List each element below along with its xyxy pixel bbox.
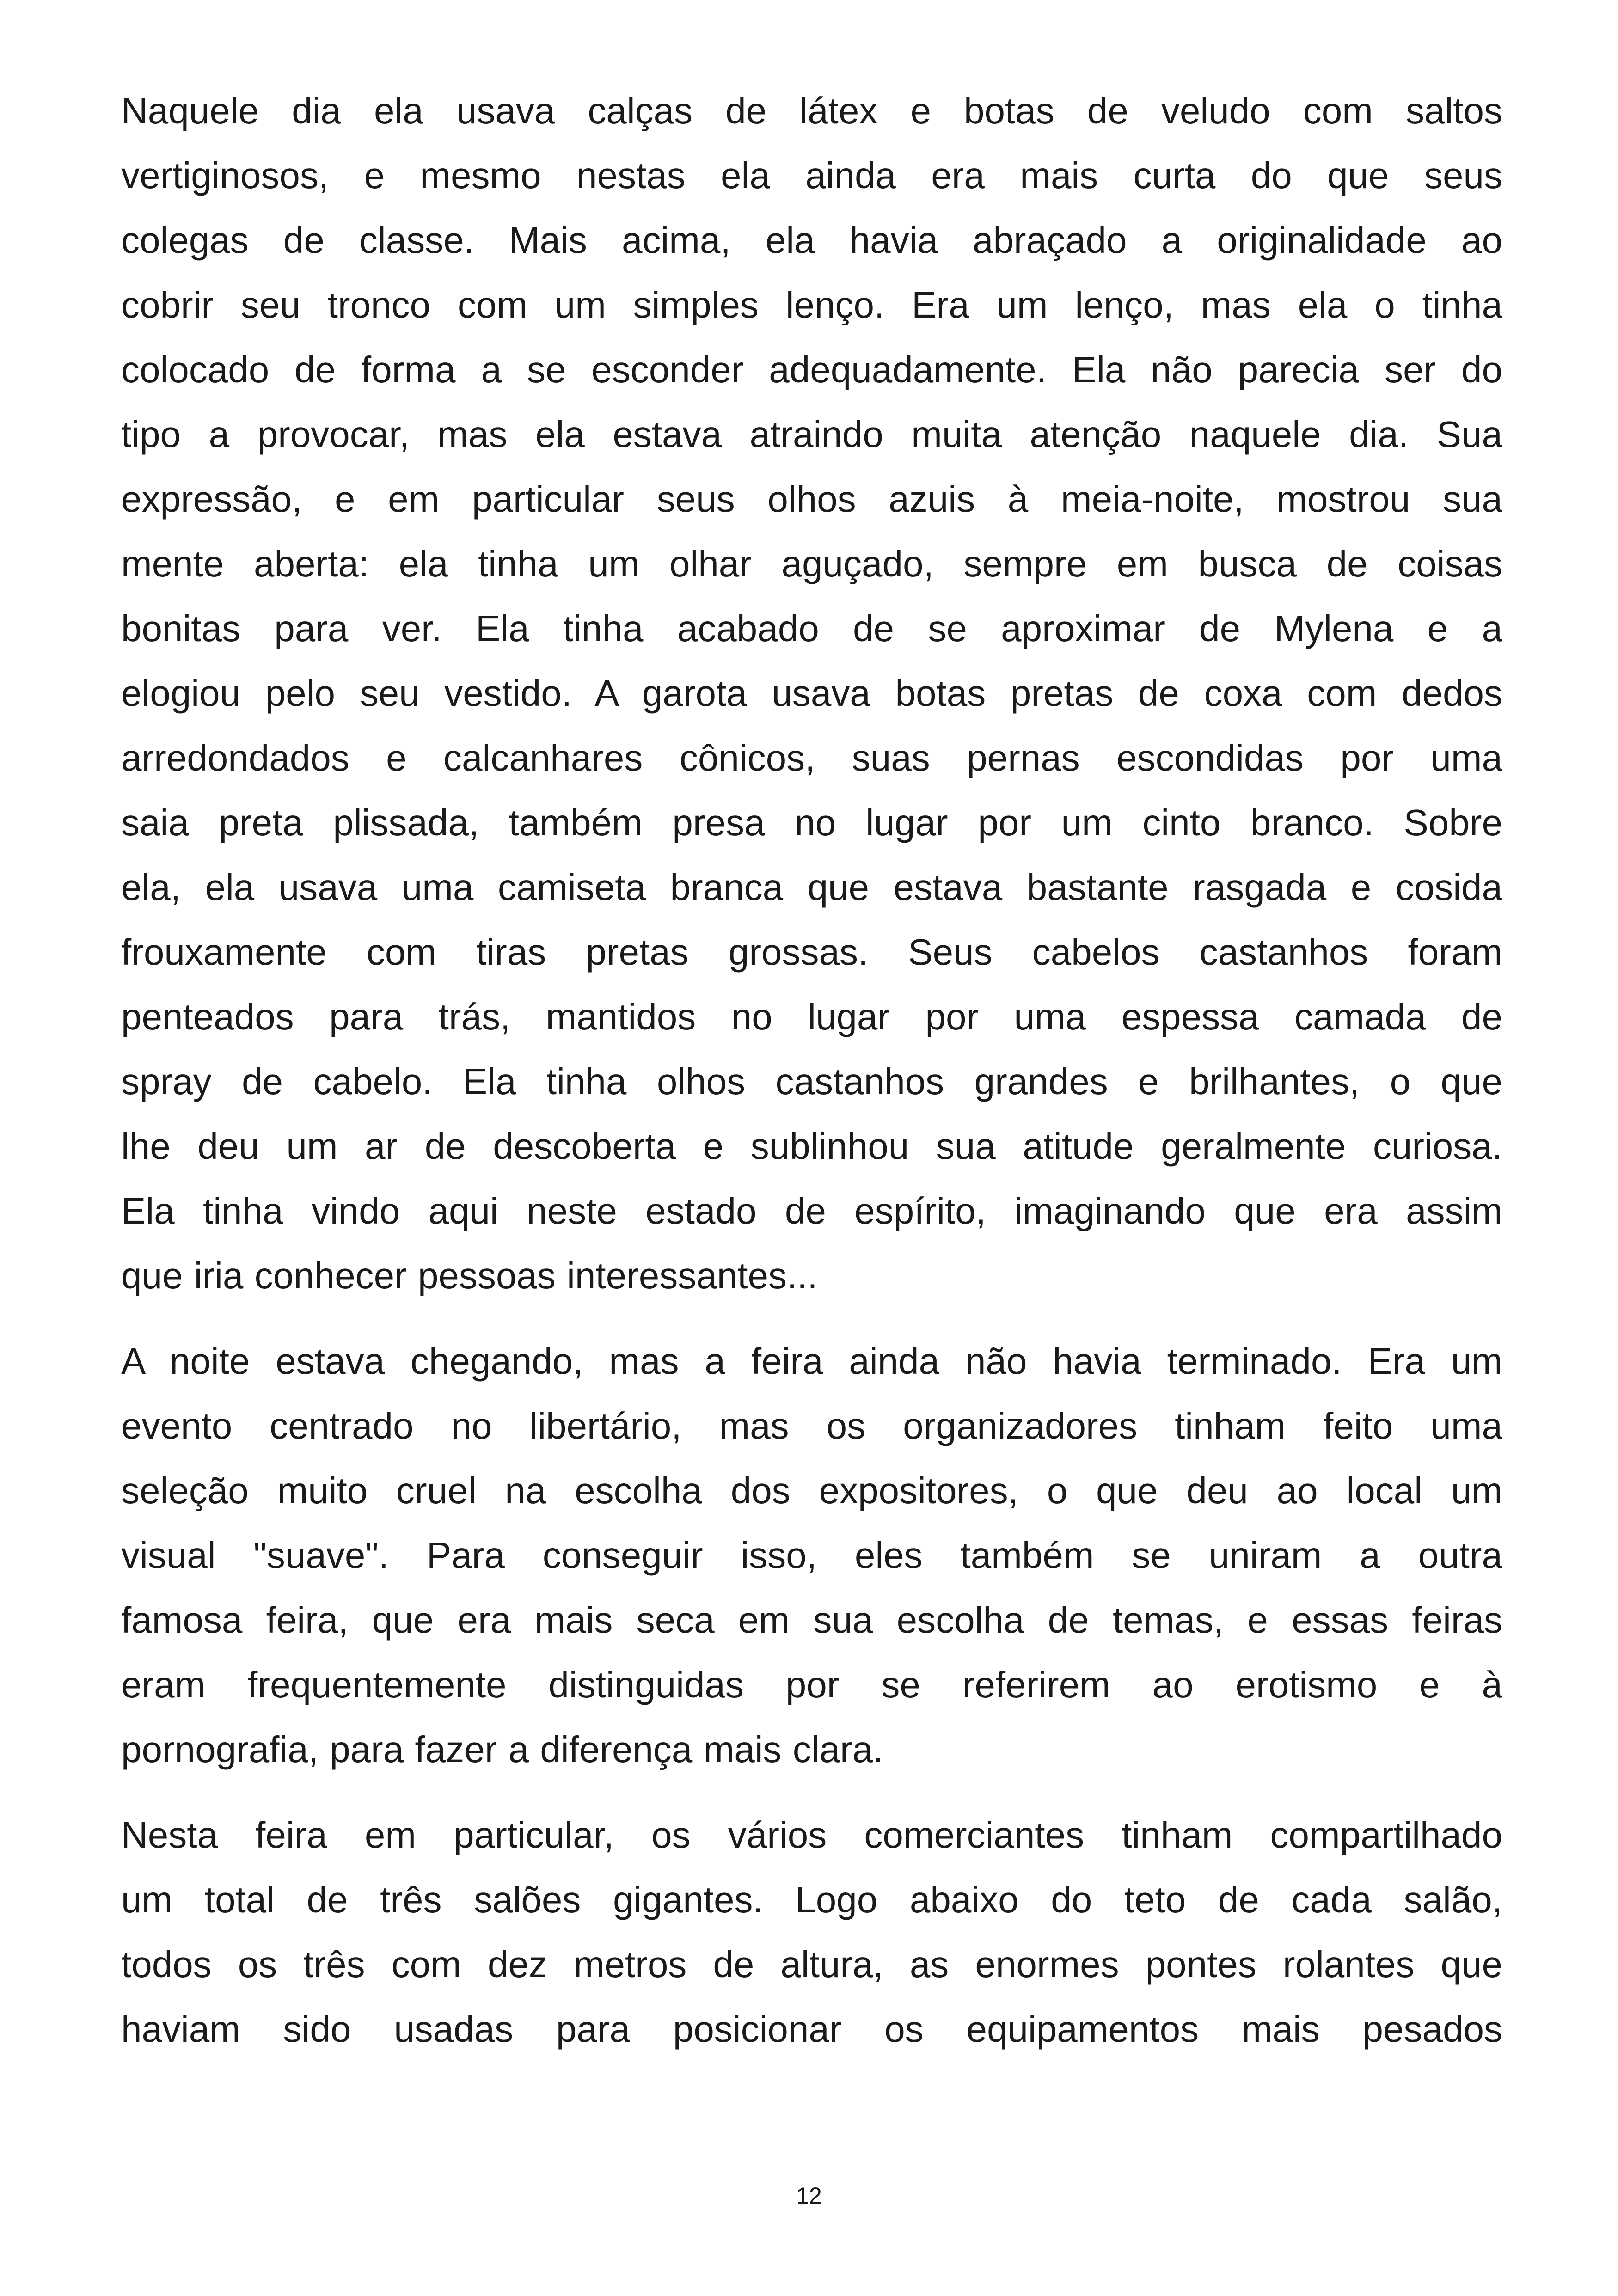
text-line: vertiginosos, e mesmo nestas ela ainda era mais curta do que seus xyxy=(121,155,1502,196)
text-line: penteados para trás, mantidos no lugar por uma espessa camada de xyxy=(121,996,1502,1037)
text-line: que iria conhecer pessoas interessantes... xyxy=(121,1255,818,1296)
text-line: colocado de forma a se esconder adequadamente. Ela não parecia ser do xyxy=(121,349,1502,390)
text-line: saia preta plissada, também presa no lugar por um cinto branco. Sobre xyxy=(121,802,1502,843)
text-line: frouxamente com tiras pretas grossas. Seus cabelos castanhos foram xyxy=(121,931,1502,973)
text-line: A noite estava chegando, mas a feira ainda não havia terminado. Era um xyxy=(121,1341,1502,1382)
text-line: visual "suave". Para conseguir isso, eles também se uniram a outra xyxy=(121,1535,1502,1576)
paragraph-2 xyxy=(121,1329,1502,1782)
text-line: todos os três com dez metros de altura, as enormes pontes rolantes que xyxy=(121,1944,1502,1985)
text-line: eram frequentemente distinguidas por se referirem ao erotismo e à xyxy=(121,1664,1502,1705)
text-line: elogiou pelo seu vestido. A garota usava botas pretas de coxa com dedos xyxy=(121,673,1502,714)
text-line: lhe deu um ar de descoberta e sublinhou sua atitude geralmente curiosa. xyxy=(121,1126,1502,1167)
text-line: seleção muito cruel na escolha dos expositores, o que deu ao local um xyxy=(121,1470,1502,1511)
text-line: evento centrado no libertário, mas os organizadores tinham feito uma xyxy=(121,1405,1502,1446)
paragraph-3 xyxy=(121,1803,1502,2062)
text-line: haviam sido usadas para posicionar os equipamentos mais pesados xyxy=(121,2008,1502,2050)
text-line: Nesta feira em particular, os vários comerciantes tinham compartilhado xyxy=(121,1814,1502,1855)
text-line: cobrir seu tronco com um simples lenço. Era um lenço, mas ela o tinha xyxy=(121,284,1502,325)
body-text xyxy=(121,79,1502,2082)
text-line: mente aberta: ela tinha um olhar aguçado, sempre em busca de coisas xyxy=(121,543,1502,584)
text-line: famosa feira, que era mais seca em sua escolha de temas, e essas feiras xyxy=(121,1599,1502,1641)
text-line: ela, ela usava uma camiseta branca que estava bastante rasgada e cosida xyxy=(121,867,1502,908)
text-line: expressão, e em particular seus olhos azuis à meia-noite, mostrou sua xyxy=(121,478,1502,520)
text-line: spray de cabelo. Ela tinha olhos castanhos grandes e brilhantes, o que xyxy=(121,1061,1502,1102)
text-line: pornografia, para fazer a diferença mais clara. xyxy=(121,1729,883,1770)
text-line: Naquele dia ela usava calças de látex e botas de veludo com saltos xyxy=(121,90,1502,131)
text-line: colegas de classe. Mais acima, ela havia abraçado a originalidade ao xyxy=(121,220,1502,261)
page-number: 12 xyxy=(796,2183,822,2209)
text-line: Ela tinha vindo aqui neste estado de espírito, imaginando que era assim xyxy=(121,1190,1502,1231)
text-line: um total de três salões gigantes. Logo abaixo do teto de cada salão, xyxy=(121,1879,1502,1920)
paragraph-1 xyxy=(121,79,1502,1308)
text-line: bonitas para ver. Ela tinha acabado de se aproximar de Mylena e a xyxy=(121,608,1502,649)
text-line: arredondados e calcanhares cônicos, suas pernas escondidas por uma xyxy=(121,737,1502,778)
text-line: tipo a provocar, mas ela estava atraindo muita atenção naquele dia. Sua xyxy=(121,414,1502,455)
